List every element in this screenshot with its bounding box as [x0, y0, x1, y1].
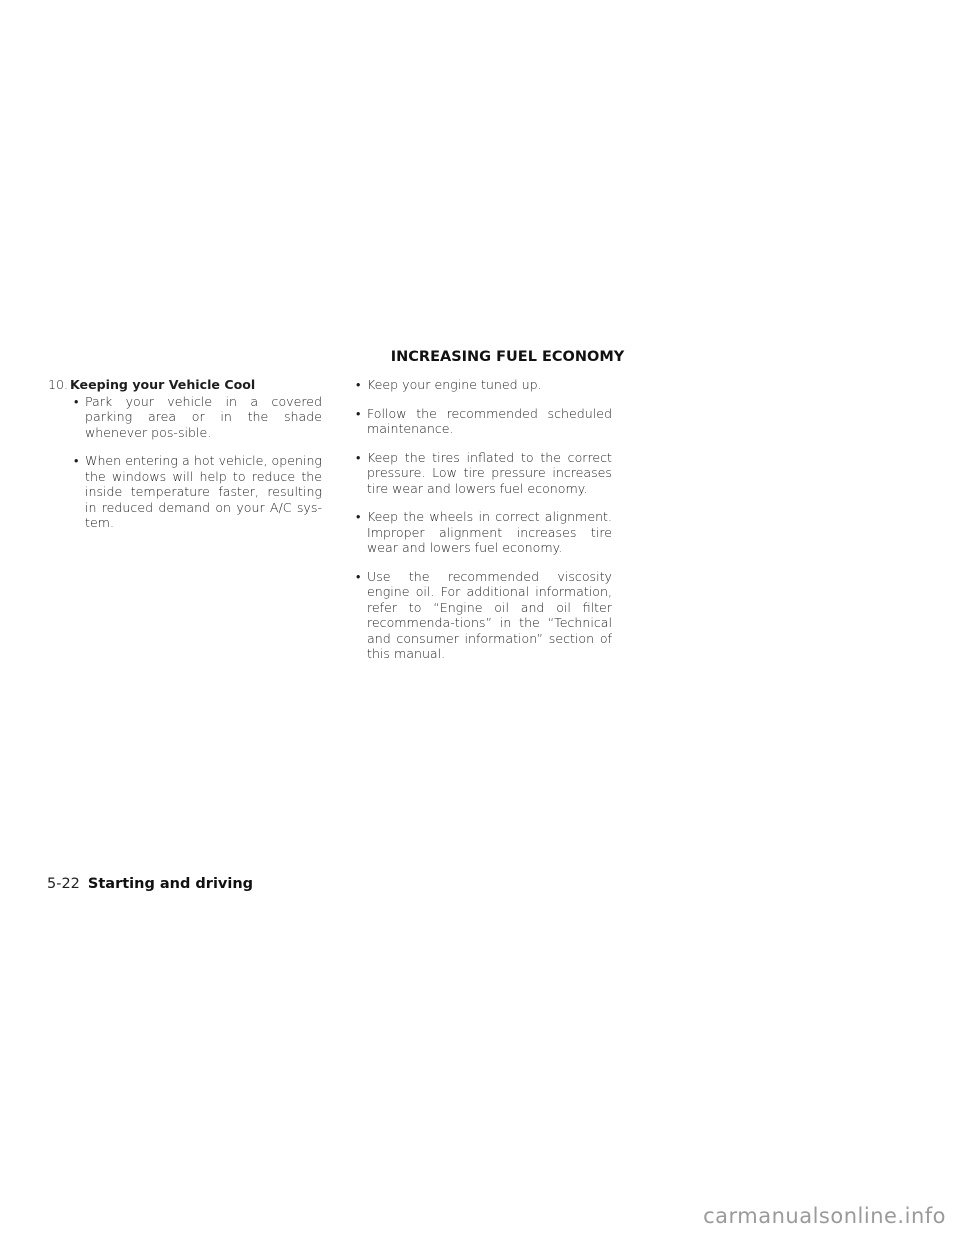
bullet-icon: • [356, 509, 361, 524]
bullet-text: Keep your engine tuned up. [367, 377, 542, 392]
section-title: INCREASING FUEL ECONOMY [390, 349, 625, 365]
list-item [356, 450, 612, 497]
list-item [74, 394, 322, 441]
bullet-text: Keep the tires inflated to the correct pressure. Low tire pressure increases tire wear and lowers fuel economy. [367, 449, 612, 496]
list-item [356, 569, 612, 662]
step-heading [48, 377, 322, 393]
left-column [48, 377, 322, 544]
bullet-text: Follow the recommended scheduled maintenance. [367, 405, 612, 436]
bullet-icon: • [356, 405, 361, 421]
page-number: 5-22 [47, 876, 80, 892]
bullet-text: When entering a hot vehicle, opening the windows will help to reduce the inside temperature faster, resulting in reduced demand on your A/C sys-tem. [85, 453, 322, 530]
bullet-icon: • [356, 568, 361, 584]
watermark: carmanualsonline.info [703, 1204, 946, 1228]
chapter-title: Starting and driving [87, 876, 254, 892]
list-item [356, 406, 612, 437]
bullet-text: Park your vehicle in a covered parking area or in the shade whenever pos-sible. [85, 393, 322, 440]
bullet-list [74, 394, 322, 531]
bullet-icon: • [356, 377, 361, 392]
bullet-icon: • [74, 453, 79, 468]
list-item [356, 509, 612, 556]
step-title: Keeping your Vehicle Cool [70, 377, 256, 392]
step-number: 10. [48, 377, 69, 392]
list-item [356, 377, 612, 393]
right-column [356, 377, 612, 675]
bullet-icon: • [356, 449, 361, 465]
bullet-text: Use the recommended viscosity engine oil. For additional information, refer to “Engine oil and oil filter recommenda-tions” in the “Technical and consumer information” section of this manual. [367, 568, 612, 661]
page-footer [47, 876, 253, 892]
bullet-text: Keep the wheels in correct alignment. Improper alignment increases tire wear and lowers fuel economy. [367, 509, 612, 555]
bullet-icon: • [74, 393, 79, 409]
list-item [74, 453, 322, 531]
